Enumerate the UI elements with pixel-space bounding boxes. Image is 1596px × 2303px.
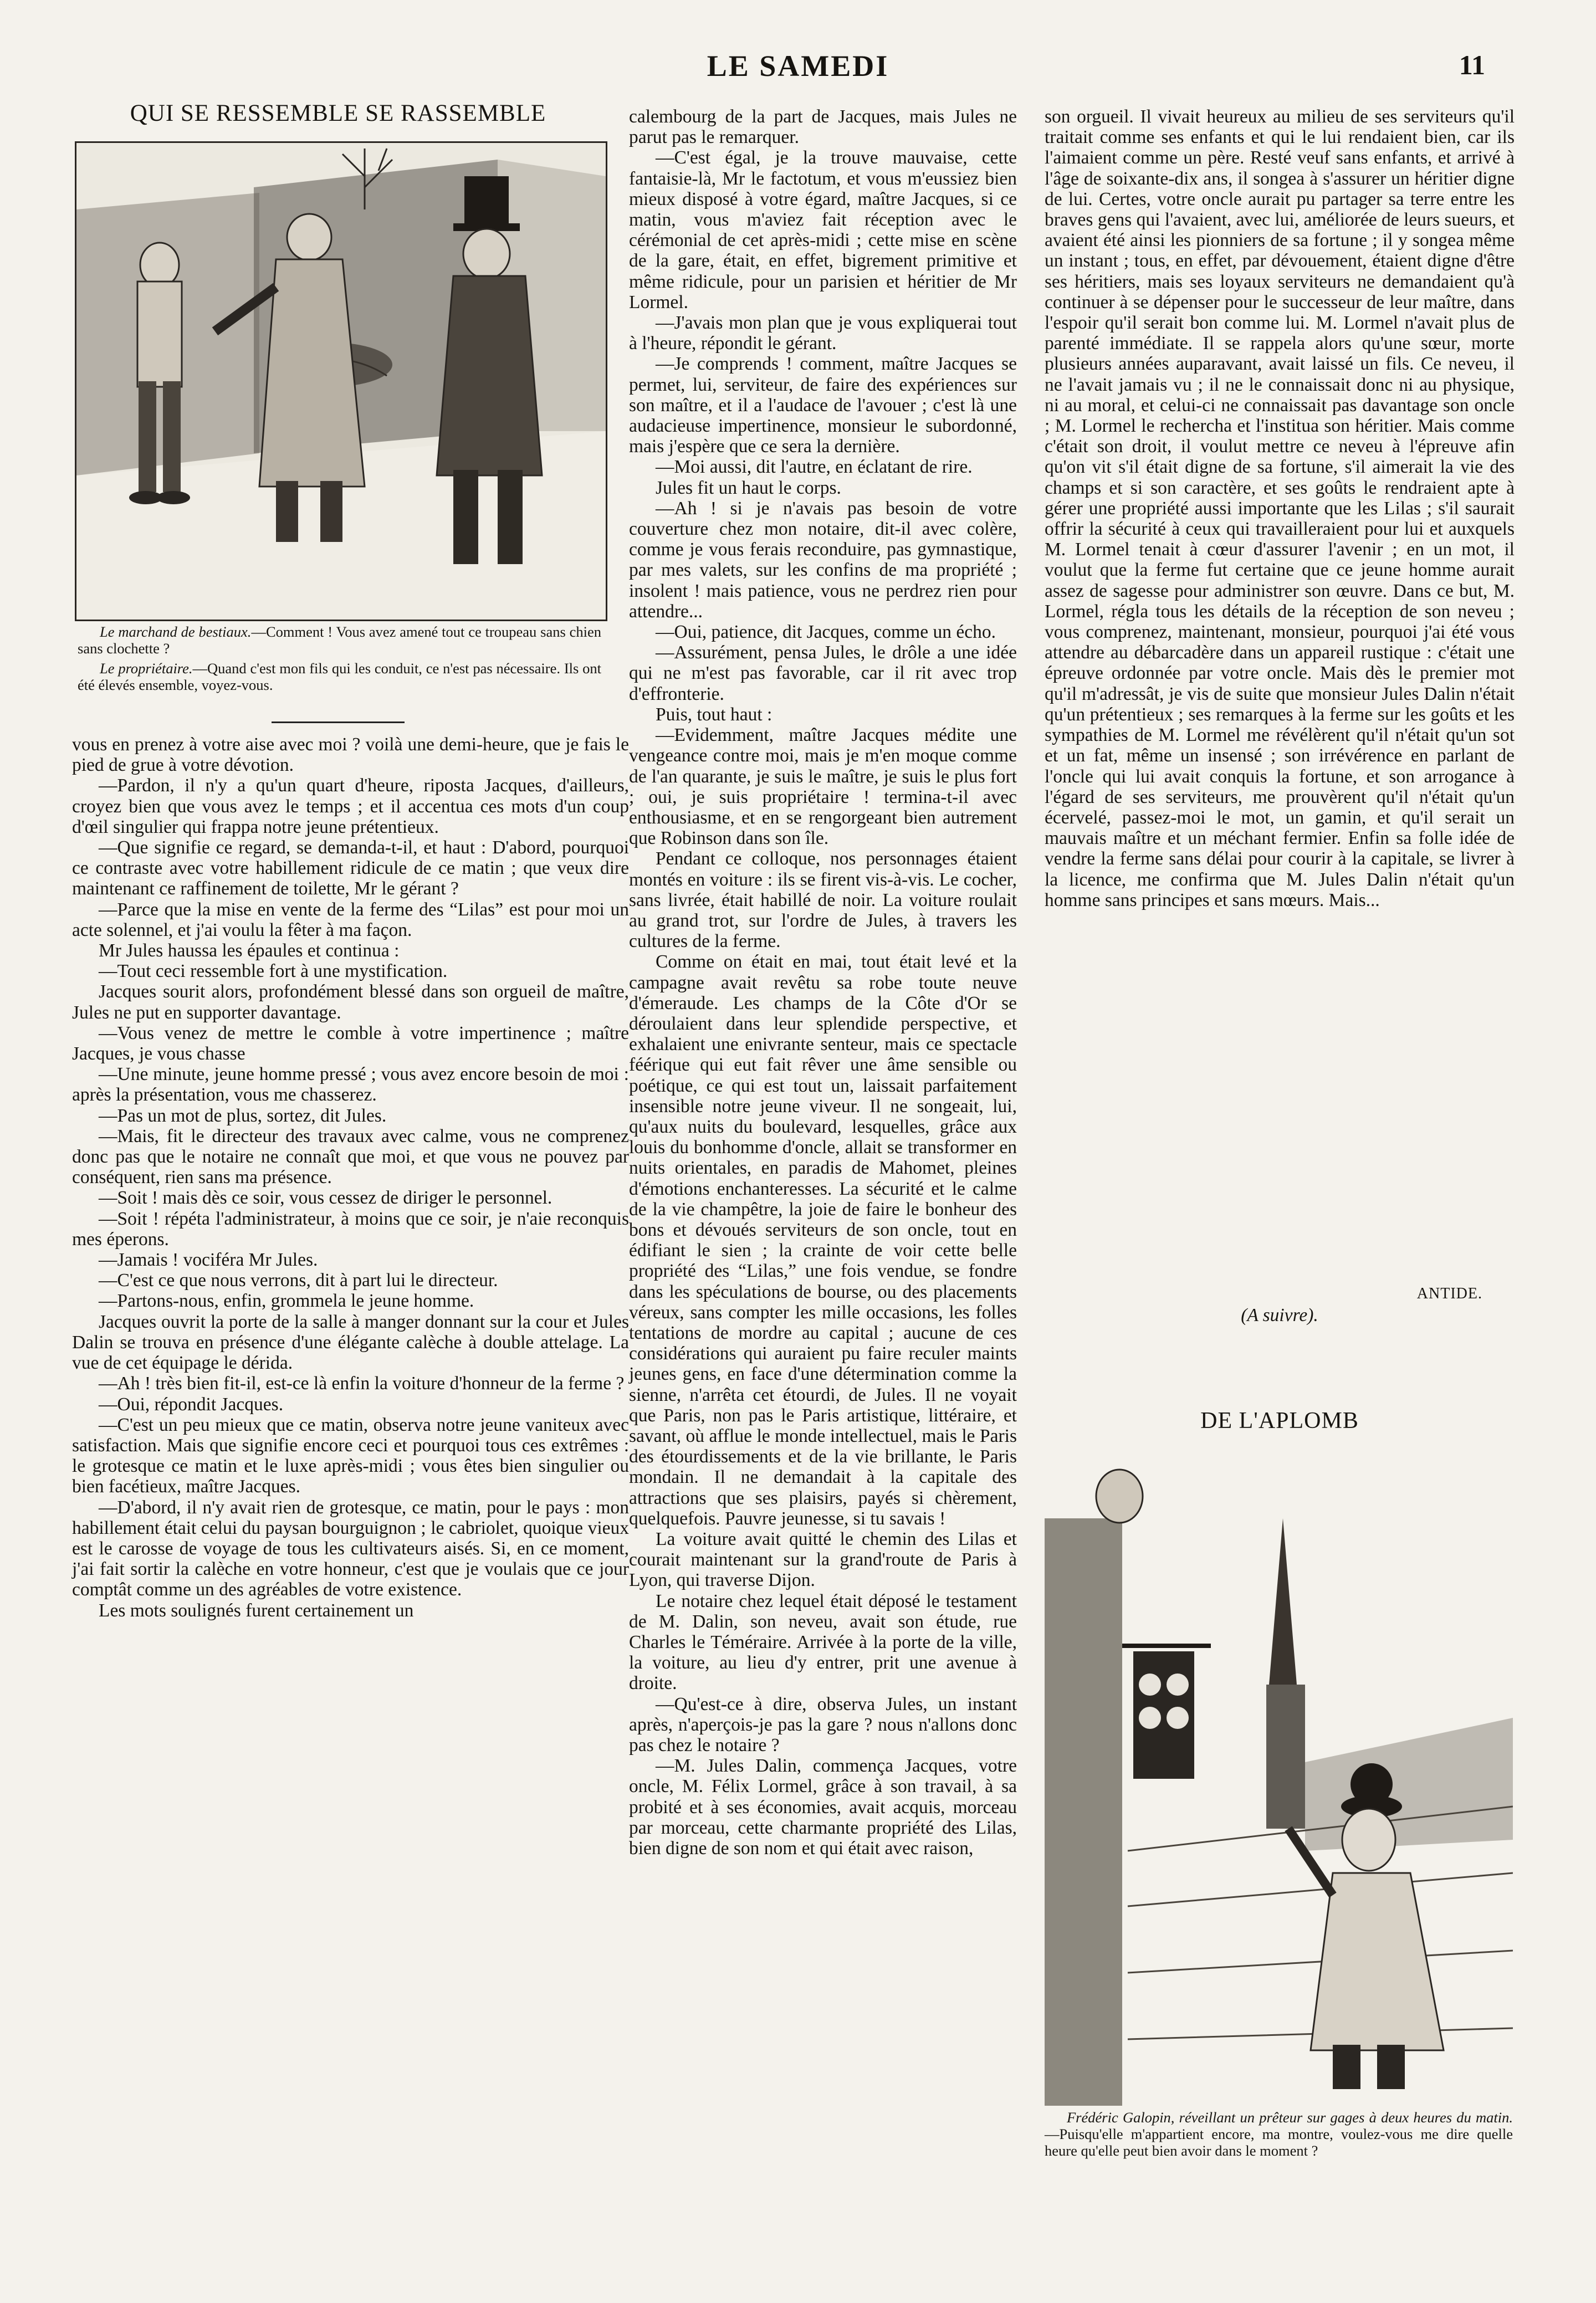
col1-paragraph: Mr Jules haussa les épaules et continua : — [99, 940, 400, 961]
col2-paragraph: —Qu'est-ce à dire, observa Jules, un instant après, n'aperçois-je pas la gare ? nous n'allons donc pas chez le notaire ? — [629, 1693, 1017, 1756]
col1-paragraph: —Tout ceci ressemble fort à une mystification. — [99, 961, 448, 982]
col2-paragraph: —Ah ! si je n'avais pas besoin de votre couverture chez mon notaire, dit-il avec colère, comme je vous ferais reconduire, pas gymnastique, par mes valets, sur les confins de ma propriété ; insolent ! mais patience, vous ne perdrez rien pour attendre... — [629, 498, 1017, 622]
col2-paragraph: —Evidemment, maître Jacques médite une vengeance contre moi, mais je m'en moque comme de l'an quarante, je suis le maître, je suis le plus fort ; oui, je suis propriétaire ! termina-t-il avec enthousiasme, et en se rengorgeant bien autrement que Robinson dans son île. — [629, 725, 1017, 849]
separator-rule — [272, 721, 405, 723]
caption-3-text: —Puisqu'elle m'appartient encore, ma montre, voulez-vous me dire quelle heure qu'elle peut bien avoir dans le moment ? — [1045, 2126, 1513, 2159]
col1-paragraph: —Pas un mot de plus, sortez, dit Jules. — [99, 1105, 387, 1126]
col2-paragraph: Pendant ce colloque, nos personnages étaient montés en voiture : ils se firent vis-à-vis. Le cocher, sans livrée, était habillé de noir. La voiture roulait au grand trot, sur l'ordre de Jules, à travers les cultures de la ferme. — [629, 848, 1017, 952]
col1-paragraph: —Oui, répondit Jacques. — [99, 1394, 284, 1415]
caption-3 — [1045, 2109, 1513, 2159]
text-column-2 — [629, 106, 1017, 1859]
col1-paragraph: —Jamais ! vociféra Mr Jules. — [99, 1250, 318, 1271]
col2-paragraph: —M. Jules Dalin, commença Jacques, votre oncle, M. Félix Lormel, grâce à son travail, à sa probité et à ses économies, avait acquis, morceau par morceau, cette charmante propriété des Lilas, bien digne de son nom et qui était avec raison, — [629, 1756, 1017, 1859]
col1-paragraph: —Mais, fit le directeur des travaux avec calme, vous ne comprenez donc pas que le notaire ne connaît que moi, et que vous ne pouvez par conséquent, rien sans ma présence. — [72, 1125, 629, 1188]
col2-paragraph: Jules fit un haut le corps. — [656, 477, 841, 498]
text-column-3 — [1045, 106, 1515, 910]
col2-paragraph: —J'avais mon plan que je vous expliquerai tout à l'heure, répondit le gérant. — [629, 313, 1017, 354]
article-title: QUI SE RESSEMBLE SE RASSEMBLE — [130, 100, 546, 126]
col1-paragraph: —Ah ! très bien fit-il, est-ce là enfin la voiture d'honneur de la ferme ? — [99, 1373, 625, 1394]
caption-1-text: —Comment ! Vous avez amené tout ce troupeau sans chien sans clochette ? — [78, 623, 601, 657]
caption-2 — [78, 660, 601, 693]
col1-paragraph: —Soit ! répéta l'administrateur, à moins que ce soir, je n'aie reconquis mes éperons. — [72, 1208, 629, 1250]
col1-paragraph: —Pardon, il n'y a qu'un quart d'heure, riposta Jacques, d'ailleurs, croyez bien que vous avez le temps ; et il accentua ces mots d'un coup d'œil singulier qui frappa notre jeune prétentieux. — [72, 775, 629, 837]
col2-paragraph: —Je comprends ! comment, maître Jacques se permet, lui, serviteur, de faire des expériences sur son maître, et il a l'audace de l'avouer ; c'est là une audacieuse impertinence, monsieur le subordonné, mais j'espère que ce sera la dernière. — [629, 354, 1017, 457]
illustration-drawing — [76, 143, 606, 620]
col1-paragraph: Les mots soulignés furent certainement un — [99, 1600, 414, 1621]
col1-paragraph: —Partons-nous, enfin, grommela le jeune homme. — [99, 1291, 474, 1312]
col1-paragraph: —Vous venez de mettre le comble à votre impertinence ; maître Jacques, je vous chasse — [72, 1022, 629, 1065]
caption-1-speaker: Le marchand de bestiaux. — [100, 623, 252, 640]
col2-paragraph: —Assurément, pensa Jules, le drôle a une idée qui ne m'est pas favorable, car il rit avec trop d'effronterie. — [629, 642, 1017, 704]
col1-paragraph: —Une minute, jeune homme pressé ; vous avez encore besoin de moi : après la présentation, vous me chasserez. — [72, 1064, 629, 1106]
caption-2-text: —Quand c'est mon fils qui les conduit, ce n'est pas nécessaire. Ils ont été élevés ensemble, voyez-vous. — [78, 660, 601, 693]
col1-paragraph: —C'est un peu mieux que ce matin, observa notre jeune vaniteux avec satisfaction. Mais que signifie encore ceci et pourquoi tous ces extrêmes : le grotesque ce matin et le luxe après-midi ; vous êtes bien singulier ou bien facétieux, maître Jacques. — [72, 1414, 629, 1497]
article-2-title: DE L'APLOMB — [1200, 1408, 1359, 1434]
col2-paragraph: La voiture avait quitté le chemin des Lilas et courait maintenant sur la grand'route de Paris à Lyon, qui traverse Dijon. — [629, 1529, 1017, 1591]
col2-paragraph: Comme on était en mai, tout était levé et la campagne avait revêtu sa robe toute neuve d'émeraude. Les champs de la Côte d'Or se déroulaient dans leur splendide perspective, et exhalaient une enivrante senteur, mais ce spectacle féérique qui eut fait rêver une âme sensible ou poétique, ce qui est tout un, laissait parfaitement insensible notre jeune viveur. Il ne songeait, lui, qu'aux nuits du boulevard, lesquelles, grâce aux louis du bonhomme d'oncle, allait se transformer en nuits orientales, en paradis de Mahomet, pleines d'émotions enchanteresses. La sécurité et le calme de la vie champêtre, la joie de faire le bonheur des bons et dévoués serviteurs de son oncle, tout en édifiant le sien ; la crainte de voir cette belle propriété des “Lilas,” une fois vendue, se fondre dans les spéculations de bourse, ou des placements véreux, sans compter les mille occasions, les folles tentations de mordre au capital ; aucune de ces considérations qui auraient pu faire reculer maints jeunes gens, en face d'une détermination comme la sienne, n'arrêta cet étourdi, de Jules. Il ne voyait que Paris, non pas le Paris artistique, littéraire, et savant, où afflue le monde intellectuel, mais le Paris des étourdissements et de la vie brillante, le Paris mondain. Il ne demandait à la capitale des attractions que ses plaisirs, payés si chèrement, quelquefois. Pauvre jeunesse, si tu savais ! — [629, 951, 1017, 1529]
to-be-continued: (A suivre). — [1241, 1305, 1318, 1325]
col1-paragraph: —D'abord, il n'y avait rien de grotesque, ce matin, pour le pays : mon habillement était celui du paysan bourguignon ; le cabriolet, quoique vieux est le carosse de voyage de tous les cultivateurs aisés. Si, en ce moment, j'ai fait sortir la calèche en votre honneur, c'est que je voulais que ce jour comptât comme un des agréables de votre existence. — [72, 1497, 629, 1600]
col2-paragraph: —Oui, patience, dit Jacques, comme un écho. — [656, 622, 996, 643]
col2-paragraph: —C'est égal, je la trouve mauvaise, cette fantaisie-là, Mr le factotum, et vous m'eussiez bien mieux disposé à votre égard, maître Jacques, si ce matin, vous m'aviez fait réception avec le cérémonial de cet après-midi ; cette mise en scène de la gare, était, en effet, bigrement primitive et même ridicule, pour un parisien et héritier de Mr Lormel. — [629, 147, 1017, 313]
newspaper-title: LE SAMEDI — [707, 49, 889, 83]
col2-paragraph: calembourg de la part de Jacques, mais Jules ne parut pas le remarquer. — [629, 106, 1017, 148]
signature: ANTIDE. — [1416, 1285, 1482, 1302]
pawnbroker-illustration — [1045, 1452, 1513, 2106]
illustration-2-drawing — [1045, 1452, 1513, 2106]
col3-paragraph: son orgueil. Il vivait heureux au milieu de ses serviteurs qu'il traitait comme ses enfants et qui le lui rendaient bien, car ils l'aimaient comme un père. Resté veuf sans enfants, et arrivé à l'âge de soixante-dix ans, il songea à s'assurer un héritier digne de lui. Certes, votre oncle aurait pu partager sa terre entre les braves gens qui l'avaient, avec lui, améliorée de leurs sueurs, et avaient été ainsi les pionniers de sa fortune ; il y songea même un instant ; tous, en effet, par dévouement, étaient digne d'être ses héritiers, mais ses loyaux serviteurs ne demandaient qu'à continuer à se dépenser pour le successeur de leur maître, dans l'espoir qu'il serait bon comme lui. M. Lormel n'avait plus de parenté immédiate. Il se rappela alors qu'une sœur, morte plusieurs années auparavant, avait laissé un fils. Ce neveu, il ne l'avait jamais vu ; il ne le connaissait donc ni au physique, ni au moral, et celui-ci ne connaissait pas davantage son oncle ; M. Lormel le rechercha et l'institua son héritier. Mais comme c'était son droit, il voulut mettre ce neveu à l'épreuve afin qu'on vit s'il était digne de sa fortune, s'il aimerait la vie des champs et si son caractère, et ses goûts le rendraient apte à gérer une propriété aussi importante que les Lilas ; s'il saurait offrir la sécurité à ceux qui travailleraient pour lui et auxquels M. Lormel tenait à cœur d'assurer l'avenir ; en un mot, il voulut que la ferme fut certaine que ce jeune homme aurait assez de sagesse pour administrer son œuvre. Dans ce but, M. Lormel, régla tous les détails de la réception de son neveu ; vous comprenez, maintenant, monsieur, pourquoi j'ai été vous attendre au débarcadère dans un appareil rustique : c'était une épreuve ordonnée par votre oncle. Mais dès le premier mot qu'il m'adressât, je vis de suite que monsieur Jules Dalin n'était qu'un prétentieux ; ses remarques à la ferme sur les goûts et les sympathies de M. Lormel me révélèrent qu'il n'était qu'un sot et un fat, même un insensé ; son irrévérence en parlant de l'oncle qui lui avait conquis la fortune, et son arrogance à l'égard de ses serviteurs, me prouvèrent qu'il n'était qu'un écervelé, passez-moi le mot, un gamin, et qu'il serait un mauvais maître et un méchant fermier. Enfin sa folle idée de vendre la ferme sans délai pour courir à la capitale, se livrer à la licence, me confirma que M. Jules Dalin n'était qu'un homme sans principes et sans mœurs. Mais... — [1045, 106, 1515, 910]
cattle-dealer-illustration — [75, 141, 607, 621]
col1-paragraph: —C'est ce que nous verrons, dit à part lui le directeur. — [99, 1270, 498, 1291]
col2-paragraph: —Moi aussi, dit l'autre, en éclatant de rire. — [656, 457, 973, 478]
col1-paragraph: Jacques sourit alors, profondément blessé dans son orgueil de maître, Jules ne put en supporter davantage. — [72, 981, 629, 1023]
caption-3-speaker: Frédéric Galopin, réveillant un prêteur sur gages à deux heures du matin. — [1067, 2109, 1513, 2126]
caption-1 — [78, 623, 601, 657]
col1-paragraph: Jacques ouvrit la porte de la salle à manger donnant sur la cour et Jules Dalin se trouva en présence d'une élégante calèche à double attelage. La vue de cet équipage le dérida. — [72, 1311, 629, 1374]
col1-paragraph: —Que signifie ce regard, se demanda-t-il, et haut : D'abord, pourquoi ce contraste avec votre habillement ridicule de ce matin ; que veux dire maintenant ce raffinement de toilette, Mr le gérant ? — [72, 837, 629, 899]
col1-paragraph: —Parce que la mise en vente de la ferme des “Lilas” est pour moi un acte solennel, et j'ai voulu la fêter à ma façon. — [72, 899, 629, 940]
col2-paragraph: Puis, tout haut : — [656, 704, 773, 725]
col2-paragraph: Le notaire chez lequel était déposé le testament de M. Dalin, son neveu, avait son étude, rue Charles le Téméraire. Arrivée à la porte de la ville, la voiture, au lieu d'y entrer, prit une avenue à droite. — [629, 1590, 1017, 1694]
col1-paragraph: —Soit ! mais dès ce soir, vous cessez de diriger le personnel. — [99, 1188, 553, 1209]
col1-paragraph: vous en prenez à votre aise avec moi ? voilà une demi-heure, que je fais le pied de grue à votre dévotion. — [72, 734, 629, 776]
page-number: 11 — [1459, 49, 1485, 80]
text-column-1 — [72, 734, 629, 1621]
caption-2-speaker: Le propriétaire. — [100, 660, 193, 677]
